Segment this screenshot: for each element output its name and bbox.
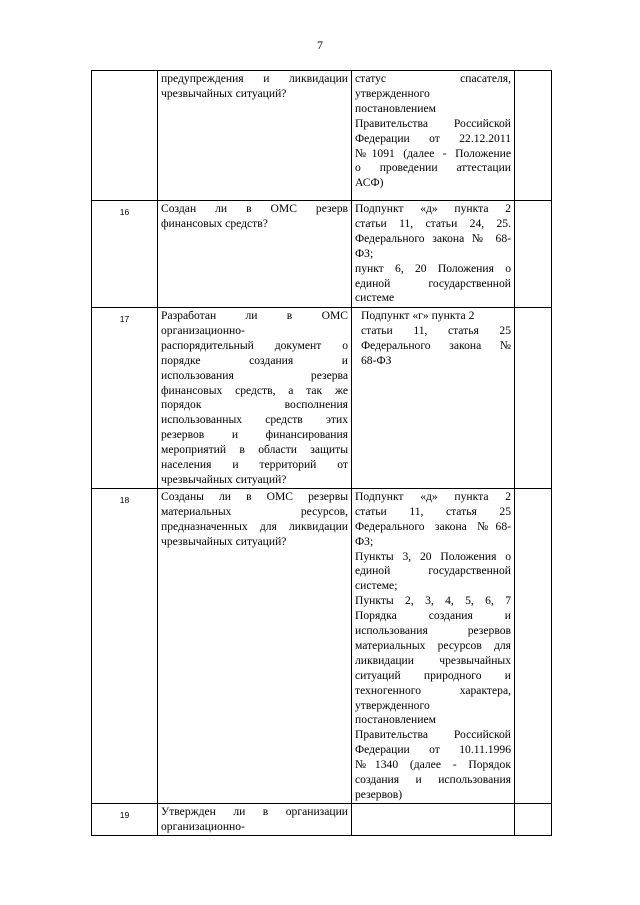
- question-line: Создан ли в ОМС резерв: [161, 202, 348, 215]
- reference-line: статьи 11, статья 25: [355, 504, 511, 518]
- reference-line: ФЗ;: [355, 534, 374, 548]
- reference-cell: [352, 71, 515, 201]
- question-line: предназначенных для ликвидации: [161, 519, 348, 533]
- empty-cell: [515, 308, 552, 489]
- question-line: чрезвычайных ситуаций?: [161, 472, 287, 486]
- reference-line: №1340 (далее - Порядок: [355, 758, 511, 772]
- question-line: распорядительный документ о: [161, 338, 348, 352]
- reference-cell: [352, 201, 515, 308]
- empty-cell: [515, 488, 552, 803]
- table-row: [92, 488, 552, 803]
- question-line: чрезвычайных ситуаций?: [161, 86, 287, 100]
- question-line: Разработан ли в ОМС: [161, 309, 348, 322]
- question-line: финансовых средств, а так же: [161, 383, 348, 397]
- reference-line: утвержденного: [355, 698, 430, 712]
- question-cell: [158, 803, 352, 835]
- page-number: 7: [317, 38, 323, 52]
- reference-line: постановлением: [355, 713, 436, 727]
- reference-line: пункт 6, 20 Положения о: [355, 261, 511, 275]
- reference-cell: [352, 803, 515, 835]
- reference-line: Подпункт «д» пункта 2: [355, 489, 511, 503]
- question-line: материальных ресурсов,: [161, 504, 348, 518]
- question-cell: [158, 308, 352, 489]
- reference-line: АСФ): [355, 176, 384, 190]
- question-line: предупреждения и ликвидации: [161, 72, 348, 85]
- question-line: порядке создания и: [161, 353, 348, 367]
- row-number: 16: [92, 201, 158, 308]
- reference-cell: [352, 308, 515, 489]
- question-line: организационно-: [161, 323, 245, 337]
- question-line: порядок восполнения: [161, 398, 348, 412]
- reference-line: Подпункт «д» пункта 2: [355, 202, 511, 215]
- reference-line: единой государственной: [355, 276, 511, 290]
- question-line: Утвержден ли в организации: [161, 804, 348, 818]
- reference-line: техногенного характера,: [355, 683, 511, 697]
- question-cell: [158, 71, 352, 201]
- reference-line: Федерации от 22.12.2011: [355, 131, 511, 145]
- reference-line: Федерального закона № 68-: [355, 231, 511, 245]
- reference-line: системе: [355, 291, 395, 305]
- checklist-table: [91, 70, 552, 836]
- reference-line: материальных ресурсов для: [355, 638, 511, 652]
- reference-line: Федерального закона №68-: [355, 519, 511, 533]
- question-line: организационно-: [161, 819, 245, 833]
- reference-line: статус спасателя,: [355, 72, 511, 85]
- question-cell: [158, 201, 352, 308]
- reference-line: ФЗ;: [355, 246, 374, 260]
- question-line: финансовых средств?: [161, 216, 268, 230]
- reference-line: использования резервов: [355, 624, 511, 638]
- question-line: использования резерва: [161, 368, 348, 382]
- reference-line: системе;: [355, 579, 398, 593]
- row-number: 17: [92, 308, 158, 489]
- reference-line: 68-ФЗ: [361, 353, 392, 367]
- reference-line: Пункты 2, 3, 4, 5, 6, 7: [355, 594, 511, 608]
- reference-line: единой государственной: [355, 564, 511, 578]
- reference-line: Федерального закона №: [361, 338, 511, 352]
- table-row: [92, 71, 552, 201]
- row-number: 18: [92, 488, 158, 803]
- reference-line: №1091 (далее - Положение: [355, 146, 511, 160]
- reference-line: статьи 11, статьи 24, 25.: [355, 216, 511, 230]
- question-line: чрезвычайных ситуаций?: [161, 534, 287, 548]
- question-line: резервов и финансирования: [161, 428, 348, 442]
- reference-line: Федерации от 10.11.1996: [355, 743, 511, 757]
- reference-cell: [352, 488, 515, 803]
- reference-line: ситуаций природного и: [355, 668, 511, 682]
- reference-line: резервов): [355, 788, 403, 801]
- reference-line: Правительства Российской: [355, 728, 511, 742]
- reference-line: Порядка создания и: [355, 609, 511, 623]
- question-line: Созданы ли в ОМС резервы: [161, 489, 348, 503]
- reference-line: Правительства Российской: [355, 116, 511, 130]
- empty-cell: [515, 71, 552, 201]
- question-line: использованных средств этих: [161, 413, 348, 427]
- table-row: [92, 201, 552, 308]
- question-line: населения и территорий от: [161, 458, 348, 472]
- question-line: мероприятий в области защиты: [161, 443, 348, 457]
- row-number: [92, 71, 158, 201]
- reference-line: создания и использования: [355, 773, 511, 787]
- empty-cell: [515, 201, 552, 308]
- reference-line: Пункты 3, 20 Положения о: [355, 549, 511, 563]
- question-cell: [158, 488, 352, 803]
- table-row: [92, 803, 552, 835]
- reference-line: постановлением: [355, 101, 436, 115]
- reference-line: статьи 11, статья 25: [361, 323, 511, 337]
- reference-line: утвержденного: [355, 86, 430, 100]
- reference-line: о проведении аттестации: [355, 161, 511, 175]
- row-number: 19: [92, 803, 158, 835]
- table-row: [92, 308, 552, 489]
- reference-line: Подпункт «г» пункта 2: [361, 309, 475, 322]
- empty-cell: [515, 803, 552, 835]
- reference-line: ликвидации чрезвычайных: [355, 653, 511, 667]
